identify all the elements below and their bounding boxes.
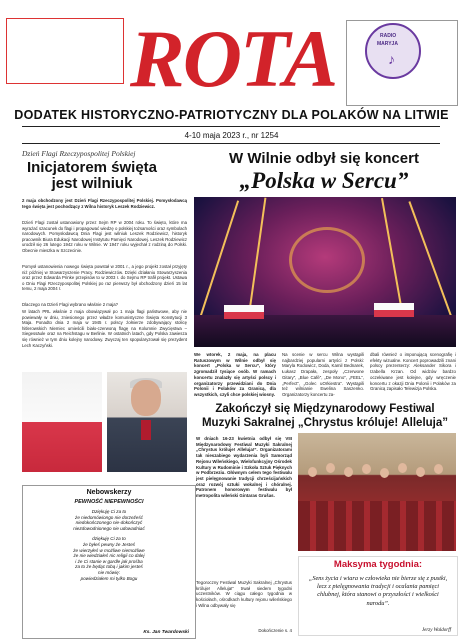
article-lead: 2 maja obchodzony jest Dzień Flagi Rzeczypospolitej Polskiej. Pomysłodawcą tego święta jest pochodzący z Wilna historyk Leszek Rodziewicz. xyxy=(22,198,187,209)
maxim-author: Jerzy Waldorff xyxy=(421,628,451,633)
main-article-title: W Wilnie odbył się koncert xyxy=(229,150,419,167)
choir-photo xyxy=(298,433,456,551)
maxim-title: Maksyma tygodnia: xyxy=(333,559,423,570)
masthead-info-box-left xyxy=(6,18,124,84)
photo-leszek-rodziewicz xyxy=(107,372,187,472)
poem-box xyxy=(22,485,196,639)
concert-stage-photo xyxy=(194,197,456,347)
article-kicker: Dzień Flagi Rzeczypospolitej Polskiej xyxy=(22,149,136,158)
poem-section-title: Nebowskerzy xyxy=(86,489,132,496)
main-article-col1: We wtorek, 2 maja, na placu Ratuszowym w Wilnie odbył się koncert „Polska w Sercu”, który zgromadził tysiące osób. W ramach koncertu znalazły się artyści polscy i organizatorzy przewidziani do Dnia Polonii i Polaków za Granicą, dla wszystkich, czyli chce polskiej wiosny. xyxy=(194,352,276,397)
main-article-col2: Na scenie w sercu Wilna wystąpili najbardziej popularni artyści z Polski: Maryla Rodowicz, Doda, Kamil Bednarek, Łukasz Drapała, zespoły „Czerwone Gitary”, „Blue Café”, „De Mono”, „FEEL”, „Perfect”, „Golec uOrkiestra”. Wystąpili też wilnianie Ewelina Saszenko. Organizatorzy koncertu za- xyxy=(282,352,364,397)
issue-date: 4-10 maja 2023 r., nr 1254 xyxy=(184,131,279,140)
radio-maryja-logo: RADIO MARYJA ♪ xyxy=(365,23,421,79)
festival-article-lead: W dniach 16-23 kwietnia odbył się VIII Międzynarodowy Festiwal Muzyki Sakralnej „Chrystus królujе! Alleluja!”. Organizatorami tak nieszabiego wydarzenia byli Samorząd Rejonu Wileńskiego, Wielofunkcyjny Ośrodek Kultury w Rudominie i Szkoła Sztuk Pięknych w Podbrzeziu. Głównym celem tego festiwalu jest pielęgnowanie tradycji chrześcijańskich oraz rozwój sztuki wokalnej i chóralnej. Patronem honorowym festiwalu był metropolita wileński Gintaras Grušas. xyxy=(196,436,292,499)
poem-title: PEWNOŚĆ NIEPEWNOŚCI xyxy=(74,499,144,505)
article-title: Inicjatorem święta jest wilniuk xyxy=(26,159,158,192)
festival-article-text: Tegoroczny Festiwal Muzyki Sakralnej „Chrystus królujе! Alleluja!” trwał siedem tygodni uczestników. W ciągu całego tygodnia w kościołach, ośrodkach kultury rejonu wileńskiego i Wilna odbywały się xyxy=(196,580,292,608)
header-rule xyxy=(22,126,440,127)
continued-note: Dokończenie s. 4 xyxy=(258,628,292,633)
article-paragraph: W latach PRL właśnie 2 maja obowiązywał po 1 maja flagi państwowe, aby nie powiewały w dniu, zniesionego przez władze komunistyczne Święta Konstytucji 3 Maja. Ponadto dnia 2 maja w 1945 r. polscy żołnierze zdobywający stolicę hitlerowskich Niemiec umieścili biało-czerwoną flagę na Kolumnie Zwycięstwa – Siegessäule oraz na Reichstagu w Berlinie. W ostatnich latach, gdy Polska zawiesza się również w tym dniu kolejny narodowy. Zwyczaj ten spopularyzował się prezydent Lech Kaczyński. xyxy=(22,309,187,348)
article-paragraph: Dlaczego na Dzień Flagi wybrano właśnie 2 maja? xyxy=(22,302,119,307)
article-paragraph: Pomysł ustanowienia nowego święta powstał w 2001 r., a jego projekt został przyjęty niż później w Stowarzyszenie Pracy. Rodziewiczów. Dzięki działaniu Stowarzyszenia oraz przez Edwarda Prinke przepisów to w 2003 r. do Sejmu RP trafił projekt. Ustawa o Dniu Flagi Rzeczypospolitej Polskiej po raz pierwszy był obchodzony dzień 15 lat temu, 2 maja 2004 r. xyxy=(22,264,187,292)
newspaper-subtitle: DODATEK HISTORYCZNO-PATRIOTYCZNY DLA POLAKÓW NA LITWIE xyxy=(14,108,449,122)
main-article-title-concert: „Polska w Sercu” xyxy=(239,168,409,193)
main-article-col3: dbali również o imponującą scenografię i efekty wizualne. Koncert poprowadzili znani polscy prezenterzy: Aleksander Sikora i Izabella Krzan. Od widzów bardzo oczekiwane jest kolejne, gdy wręczenie koncertu z okazji Dnia Polonii i Polaków za Granicą zapisało Telewizja Polska. xyxy=(370,352,456,392)
header-rule xyxy=(22,143,440,144)
festival-article-title: Zakończył się Międzynarodowy Festiwal Muzyki Sakralnej „Chrystus królujе! Alleluja” xyxy=(201,403,449,429)
poem-author: Ks. Jan Twardowski xyxy=(143,630,189,635)
rota-logo: ROTA xyxy=(130,13,337,104)
article-paragraph: Dzień Flagi został ustanowiony przez Sejm RP w 2004 roku. To święto, które ma wyrażać szacunek do flagi i propagować wiedzę o polskiej tożsamości oraz symbolach narodowych. Pomysłodawcą Dnia Flagi jest wilniuk Leszek Rodziewicz, historyk pracownik Biura Edukacji Narodowej Instytutu Pamięci Narodowej. Leszek Rodziewicz urodził się 26 lutego 1942 roku w Wilnie. W 1947 roku wyjechał z rodziną do Polski. Obecnie mieszka w Szczecinie. xyxy=(22,220,187,253)
poem-lines: Dziękuję Ci za to że niedomówiongo nie dorzeźeść niedokończonego nie-dokończyć niezdowodnionego nie udowadniać dziękuję Ci za to że byłeś pewny że Jesteś że wierzyłeś w możliwe niemożliwe że nie wiedziałeś nic religii co dalej i że Ci stanie w gardle jak prośba za to że będąc tobą i jakim jesteś nie mówię: powiedziałem mi tylko Bogu xyxy=(73,509,145,581)
maxim-quote: „Sens życia i wiara w człowieka nie bierze się z pustki, lecz z pielęgnowania tradycji i ocalania pamięci chlubnej, która stanowi o przyszłości i wielkości narodu”. xyxy=(308,575,448,607)
radio-maryja-box xyxy=(346,20,458,106)
maxim-box xyxy=(298,556,458,636)
polish-flag-image xyxy=(22,372,102,472)
